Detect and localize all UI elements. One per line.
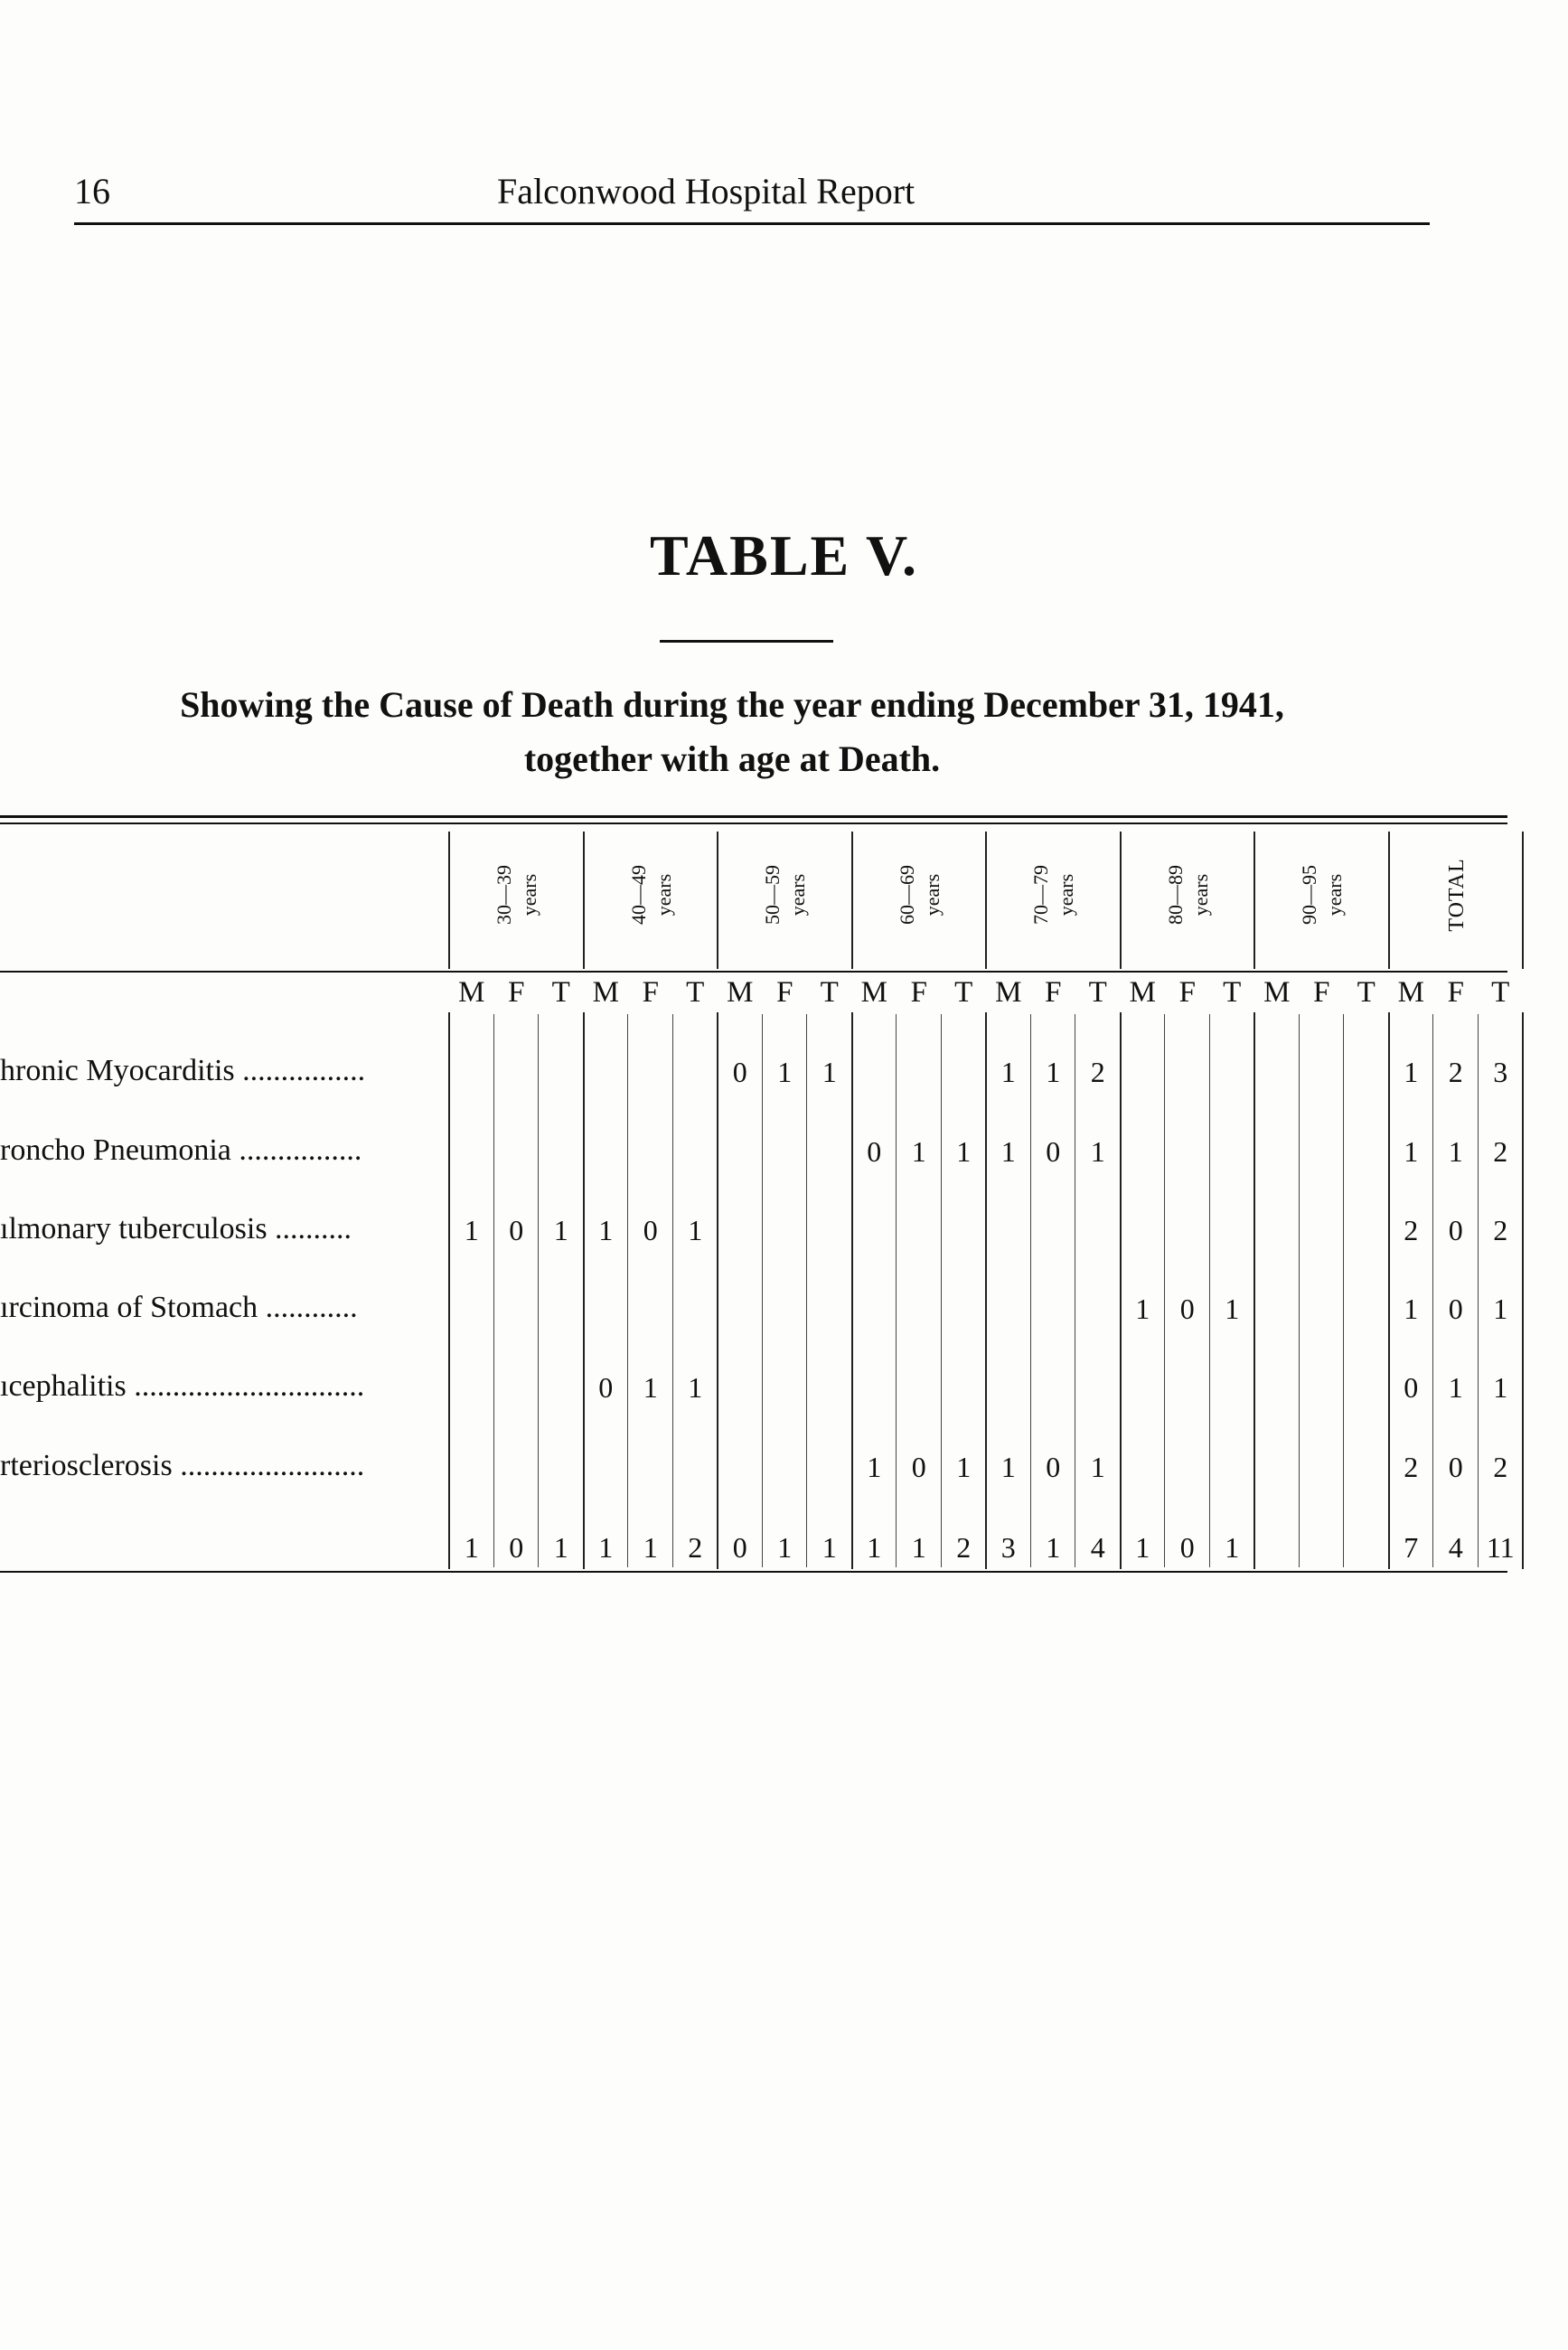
sub-divider <box>1432 1014 1433 1567</box>
sex-label-t: T <box>820 976 839 1009</box>
total-cell: 1 <box>464 1531 479 1564</box>
age-group-label <box>1389 839 1525 951</box>
total-cell: 4 <box>1448 1531 1463 1564</box>
table-cell: 2 <box>1493 1135 1508 1168</box>
sex-label-t: T <box>954 976 973 1009</box>
table-cell: 1 <box>777 1056 793 1088</box>
total-cell: 2 <box>688 1531 703 1564</box>
sub-divider <box>1164 1014 1165 1567</box>
table-cell: 1 <box>1493 1292 1508 1325</box>
total-cell: 1 <box>643 1531 658 1564</box>
group-divider <box>1388 1012 1390 1569</box>
table-cell: 1 <box>867 1451 882 1483</box>
group-divider <box>583 1012 585 1569</box>
total-cell: 1 <box>1046 1531 1061 1564</box>
age-group-text: 40—49 years <box>626 865 675 925</box>
group-divider <box>1253 1012 1255 1569</box>
sub-divider <box>806 1014 807 1567</box>
sex-label-f: F <box>508 976 525 1009</box>
total-cell: 0 <box>1179 1531 1195 1564</box>
sex-label-f: F <box>642 976 659 1009</box>
table-cell: 1 <box>464 1214 479 1246</box>
table-cell: 1 <box>553 1214 568 1246</box>
sex-label-f: F <box>1178 976 1196 1009</box>
age-group-label <box>718 839 853 951</box>
sex-label-f: F <box>1447 976 1464 1009</box>
age-group-text: 90—95 years <box>1298 865 1346 925</box>
total-cell: 2 <box>956 1531 972 1564</box>
sex-label-m: M <box>727 976 754 1009</box>
sub-divider <box>672 1014 673 1567</box>
total-cell: 0 <box>509 1531 524 1564</box>
table-cell: 1 <box>688 1371 703 1404</box>
table-cell: 1 <box>643 1371 658 1404</box>
total-cell: 1 <box>553 1531 568 1564</box>
table-cell: 0 <box>643 1214 658 1246</box>
table-cell: 1 <box>1448 1135 1463 1168</box>
total-cell: 1 <box>598 1531 614 1564</box>
sub-divider <box>896 1014 897 1567</box>
table-cell: 0 <box>1448 1292 1463 1325</box>
header-rule <box>74 222 1430 225</box>
total-cell: 4 <box>1090 1531 1105 1564</box>
age-group-label <box>1121 839 1256 951</box>
total-cell: 3 <box>1000 1531 1016 1564</box>
sex-label-m: M <box>592 976 619 1009</box>
total-cell: 1 <box>1225 1531 1240 1564</box>
table-cell: 0 <box>867 1135 882 1168</box>
table-cell: 1 <box>1448 1371 1463 1404</box>
age-group-label <box>986 839 1122 951</box>
group-divider <box>1522 1012 1524 1569</box>
sex-label-f: F <box>1045 976 1062 1009</box>
age-group-text: 30—39 years <box>493 865 540 925</box>
group-divider <box>448 1012 450 1569</box>
table-cell: 0 <box>1046 1135 1061 1168</box>
table-cell: 1 <box>1404 1292 1419 1325</box>
age-group-label <box>852 839 988 951</box>
cause-label: ıcephalitis .............................. <box>0 1369 365 1403</box>
table-cell: 0 <box>911 1451 926 1483</box>
table-cell: 1 <box>1000 1056 1016 1088</box>
sex-label-f: F <box>910 976 927 1009</box>
sub-divider <box>538 1014 539 1567</box>
age-group-label <box>449 839 585 951</box>
sex-label-m: M <box>860 976 887 1009</box>
table-cell: 1 <box>1046 1056 1061 1088</box>
total-cell: 1 <box>911 1531 926 1564</box>
sex-label-t: T <box>686 976 705 1009</box>
table-cell: 1 <box>822 1056 837 1088</box>
total-cell: 1 <box>1135 1531 1150 1564</box>
group-divider <box>985 1012 987 1569</box>
table-cell: 0 <box>1448 1451 1463 1483</box>
table-cell: 0 <box>1046 1451 1061 1483</box>
table-title: TABLE V. <box>649 523 919 588</box>
table-cell: 0 <box>1179 1292 1195 1325</box>
age-group-text: 80—89 years <box>1163 865 1212 925</box>
age-group-text: 60—69 years <box>895 865 944 925</box>
table-cell: 1 <box>1493 1371 1508 1404</box>
sub-divider <box>1478 1014 1479 1567</box>
table-cell: 0 <box>1404 1371 1419 1404</box>
table-cell: 2 <box>1493 1451 1508 1483</box>
subtitle-line-1: Showing the Cause of Death during the year ending December 31, 1941, <box>180 684 1284 725</box>
table-cell: 1 <box>1404 1135 1419 1168</box>
table-cell: 3 <box>1493 1056 1508 1088</box>
table-cell: 1 <box>956 1451 972 1483</box>
sex-label-t: T <box>1223 976 1242 1009</box>
table-cell: 1 <box>911 1135 926 1168</box>
sub-divider <box>1299 1014 1300 1567</box>
table-top-rule-2 <box>0 822 1507 824</box>
sub-divider <box>762 1014 763 1567</box>
page-header <box>74 170 1430 224</box>
sex-label-m: M <box>1263 976 1291 1009</box>
total-cell: 0 <box>732 1531 747 1564</box>
table-cell: 2 <box>1493 1214 1508 1246</box>
total-cell: 1 <box>867 1531 882 1564</box>
sex-label-m: M <box>1397 976 1424 1009</box>
sex-label-t: T <box>1088 976 1107 1009</box>
age-group-text: TOTAL <box>1444 858 1469 932</box>
running-title: Falconwood Hospital Report <box>497 171 915 212</box>
table-cell: 0 <box>598 1371 614 1404</box>
table-cell: 2 <box>1448 1056 1463 1088</box>
age-group-text: 50—59 years <box>761 865 809 925</box>
sub-divider <box>493 1014 494 1567</box>
table-top-rule <box>0 815 1507 818</box>
table-cell: 1 <box>1090 1135 1105 1168</box>
group-divider <box>851 1012 853 1569</box>
table-cell: 1 <box>1404 1056 1419 1088</box>
table-cell: 0 <box>509 1214 524 1246</box>
page-number: 16 <box>74 171 110 212</box>
table-cell: 0 <box>1448 1214 1463 1246</box>
table-cell: 1 <box>688 1214 703 1246</box>
table-cell: 2 <box>1404 1451 1419 1483</box>
table-cell: 1 <box>1135 1292 1150 1325</box>
table-cell: 1 <box>1000 1135 1016 1168</box>
table-cell: 0 <box>732 1056 747 1088</box>
table-cell: 1 <box>1225 1292 1240 1325</box>
table-cell: 1 <box>956 1135 972 1168</box>
table-cell: 1 <box>1090 1451 1105 1483</box>
subtitle-line-2: together with age at Death. <box>523 738 941 779</box>
table-subtitle <box>54 678 1410 786</box>
sex-label-f: F <box>1313 976 1330 1009</box>
sex-label-t: T <box>551 976 570 1009</box>
sub-divider <box>941 1014 942 1567</box>
sex-label-f: F <box>776 976 793 1009</box>
table-cell: 2 <box>1404 1214 1419 1246</box>
sex-label-m: M <box>1129 976 1156 1009</box>
cause-label: hronic Myocarditis ................ <box>0 1054 366 1087</box>
title-rule <box>660 640 833 643</box>
sub-divider <box>1030 1014 1031 1567</box>
table-cell: 2 <box>1090 1056 1105 1088</box>
age-group-text: 70—79 years <box>1029 865 1077 925</box>
sub-divider <box>627 1014 628 1567</box>
sex-label-t: T <box>1491 976 1510 1009</box>
group-divider <box>1120 1012 1122 1569</box>
table-cell: 1 <box>1000 1451 1016 1483</box>
cause-label: ırcinoma of Stomach ............ <box>0 1291 358 1324</box>
sex-label-m: M <box>995 976 1022 1009</box>
cause-label: rteriosclerosis ........................ <box>0 1449 365 1482</box>
table-bottom-rule <box>0 1571 1507 1573</box>
total-cell: 1 <box>822 1531 837 1564</box>
group-divider <box>717 1012 718 1569</box>
table-cell: 1 <box>598 1214 614 1246</box>
age-group-label <box>584 839 719 951</box>
total-cell: 1 <box>777 1531 793 1564</box>
sex-label-t: T <box>1357 976 1376 1009</box>
cause-label: roncho Pneumonia ................ <box>0 1133 362 1167</box>
header-bottom-rule <box>0 971 1507 973</box>
total-cell: 7 <box>1404 1531 1419 1564</box>
sub-divider <box>1209 1014 1210 1567</box>
cause-label: ılmonary tuberculosis .......... <box>0 1212 352 1246</box>
total-cell: 11 <box>1486 1531 1515 1564</box>
sex-label-m: M <box>458 976 485 1009</box>
sub-divider <box>1343 1014 1344 1567</box>
age-group-label <box>1254 839 1390 951</box>
